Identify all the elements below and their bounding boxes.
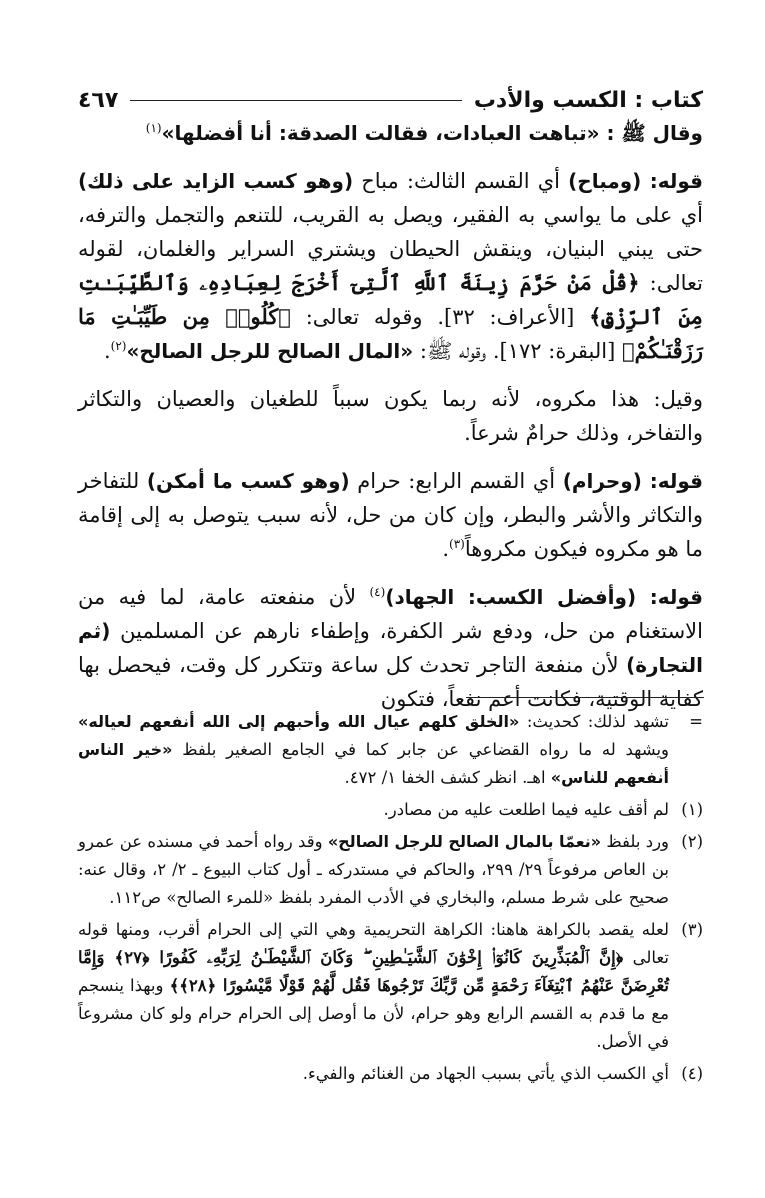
paragraph-2: قوله: (ومباح) أي القسم الثالث: مباح (وهو كسب الزايد على ذلك) أي على ما يواسي به الفقير، ويصل به القريب، للتنعم والتجمل والترفه، حتى يبني البنيان، وينقش الحيطان ويشتري السراير والغلمان، لقوله تعالى: ﴿قُلْ مَنْ حَرَّمَ زِينَةَ ٱللَّهِ ٱلَّتِىٓ أَخْرَجَ لِعِبَادِهِۦ وَٱلطَّيِّبَـٰتِ مِنَ ٱلرِّزْقِ﴾ [الأعراف: ٣٢]. وقوله تعالى: ﴿كُلُوا۟ مِن طَيِّبَـٰتِ مَا رَزَقْنَـٰكُمْ﴾ [البقرة: ١٧٢]. وقوله ﷺ: «المال الصالح للرجل الصالح»$^{(٢)}$.: [78, 169, 704, 363]
paragraph-3: وقيل: هذا مكروه، لأنه ربما يكون سبباً للطغيان والعصيان والتكاثر والتفاخر، وذلك حرامٌ شرعاً.: [78, 387, 703, 445]
hadith-text: «المال الصالح للرجل الصالح»: [126, 339, 414, 363]
quran-verse: ﴿قُلْ مَنْ حَرَّمَ زِينَةَ ٱللَّهِ ٱلَّتِىٓ أَخْرَجَ لِعِبَادِهِۦ وَٱلطَّيِّبَـٰتِ مِنَ ٱلرِّزْقِ﴾: [78, 270, 703, 329]
footnote-4: (٤) أي الكسب الذي يأتي بسبب الجهاد من الغنائم والفيء.: [302, 1064, 703, 1083]
header-title: كتاب : الكسب والأدب: [473, 88, 703, 113]
keyword: قوله: (وأفضل الكسب: الجهاد): [385, 585, 704, 609]
paragraph-5: قوله: (وأفضل الكسب: الجهاد)$^{(٤)}$ لأن منفعته عامة، لما فيه من الاستغنام من حل، ودفع شر الكفرة، وإطفاء نارهم عن المسلمين (ثم التجارة) لأن منفعة التاجر تحدث كل ساعة وتتكرر كل وقت، فيحصل بها كفاية الوقتية، فكانت أعم نفعاً، فتكون: [78, 585, 704, 711]
footnotes: [78, 708, 703, 1092]
page-body: [78, 80, 703, 716]
paragraph-4: قوله: (وحرام) أي القسم الرابع: حرام (وهو كسب ما أمكن) للتفاخر والتكاثر والأشر والبطر، وإن كان من حل، لأنه سبب يتوصل به إلى إقامة ما هو مكروه فيكون مكروهاً$^{(٣)}$.: [78, 469, 704, 561]
footnote-continuation: = تشهد لذلك: كحديث: «الخلق كلهم عيال الله وأحبهم إلى الله أنفعهم لعياله» ويشهد له ما رواه القضاعي عن جابر كما في الجامع الصغير بلفظ «خير الناس أنفعهم للناس» اهـ. انظر كشف الخفا ١/ ٤٧٢.: [78, 712, 703, 787]
page-number: ٤٦٧: [78, 88, 119, 113]
keyword: قوله: (وحرام): [562, 469, 704, 493]
footnote-divider: [466, 697, 704, 698]
footnote-ref: (٤): [369, 585, 386, 599]
running-header: [78, 80, 703, 116]
quran-verse: ﴿إِنَّ ٱلْمُبَذِّرِينَ كَانُوٓا۟ إِخْوَٰنَ ٱلشَّيَـٰطِينِ ۖ وَكَانَ ٱلشَّيْطَـٰنُ لِرَبِّهِۦ كَفُورًا ﴿٢٧﴾ وَإِمَّا تُعْرِضَنَّ عَنْهُمُ ٱبْتِغَآءَ رَحْمَةٍ مِّن رَّبِّكَ تَرْجُوهَا فَقُل لَّهُمْ قَوْلًا مَّيْسُورًا ﴿٢٨﴾﴾: [78, 948, 669, 995]
quran-verse: ﴿كُلُوا۟ مِن طَيِّبَـٰتِ مَا رَزَقْنَـٰكُمْ﴾: [78, 304, 703, 363]
footnote-3: (٣) لعله يقصد بالكراهة هاهنا: الكراهة التحريمية وهي التي إلى الحرام أقرب، ومنها قوله تعالى ﴿إِنَّ ٱلْمُبَذِّرِينَ كَانُوٓا۟ إِخْوَٰنَ ٱلشَّيَـٰطِينِ ۖ وَكَانَ ٱلشَّيْطَـٰنُ لِرَبِّهِۦ كَفُورًا ﴿٢٧﴾ وَإِمَّا تُعْرِضَنَّ عَنْهُمُ ٱبْتِغَآءَ رَحْمَةٍ مِّن رَّبِّكَ تَرْجُوهَا فَقُل لَّهُمْ قَوْلًا مَّيْسُورًا ﴿٢٨﴾﴾ وبهذا ينسجم مع ما قدم به القسم الرابع وهو حرام، لأن ما أوصل إلى الحرام حرام ولو كان مشروعاً في الأصل.: [78, 920, 703, 1051]
footnote-1: (١) لم أقف عليه فيما اطلعت عليه من مصادر.: [383, 800, 703, 819]
footnote-2: (٢) ورد بلفظ «نعمّا بالمال الصالح للرجل الصالح» وقد رواه أحمد في مسنده عن عمرو بن العاص مرفوعاً ٢٩/ ٢٩٩، والحاكم في مستدركه ـ أول كتاب البيوع ـ ٢/ ٢، وقال عنه: صحيح على شرط مسلم، والبخاري في الأدب المفرد بلفظ «للمرء الصالح» ص١١٢.: [78, 832, 703, 907]
header-rule: [130, 100, 462, 101]
main-text: [78, 116, 703, 716]
keyword: قوله: (ومباح): [568, 169, 704, 193]
footnote-ref: (٢): [110, 339, 127, 353]
footnote-ref: (١): [145, 121, 162, 135]
hadith-text: وقال ﷺ : «تباهت العبادات، فقالت الصدقة: أنا أفضلها»: [161, 121, 703, 145]
footnote-ref: (٣): [449, 537, 465, 551]
paragraph-1: [78, 116, 703, 150]
